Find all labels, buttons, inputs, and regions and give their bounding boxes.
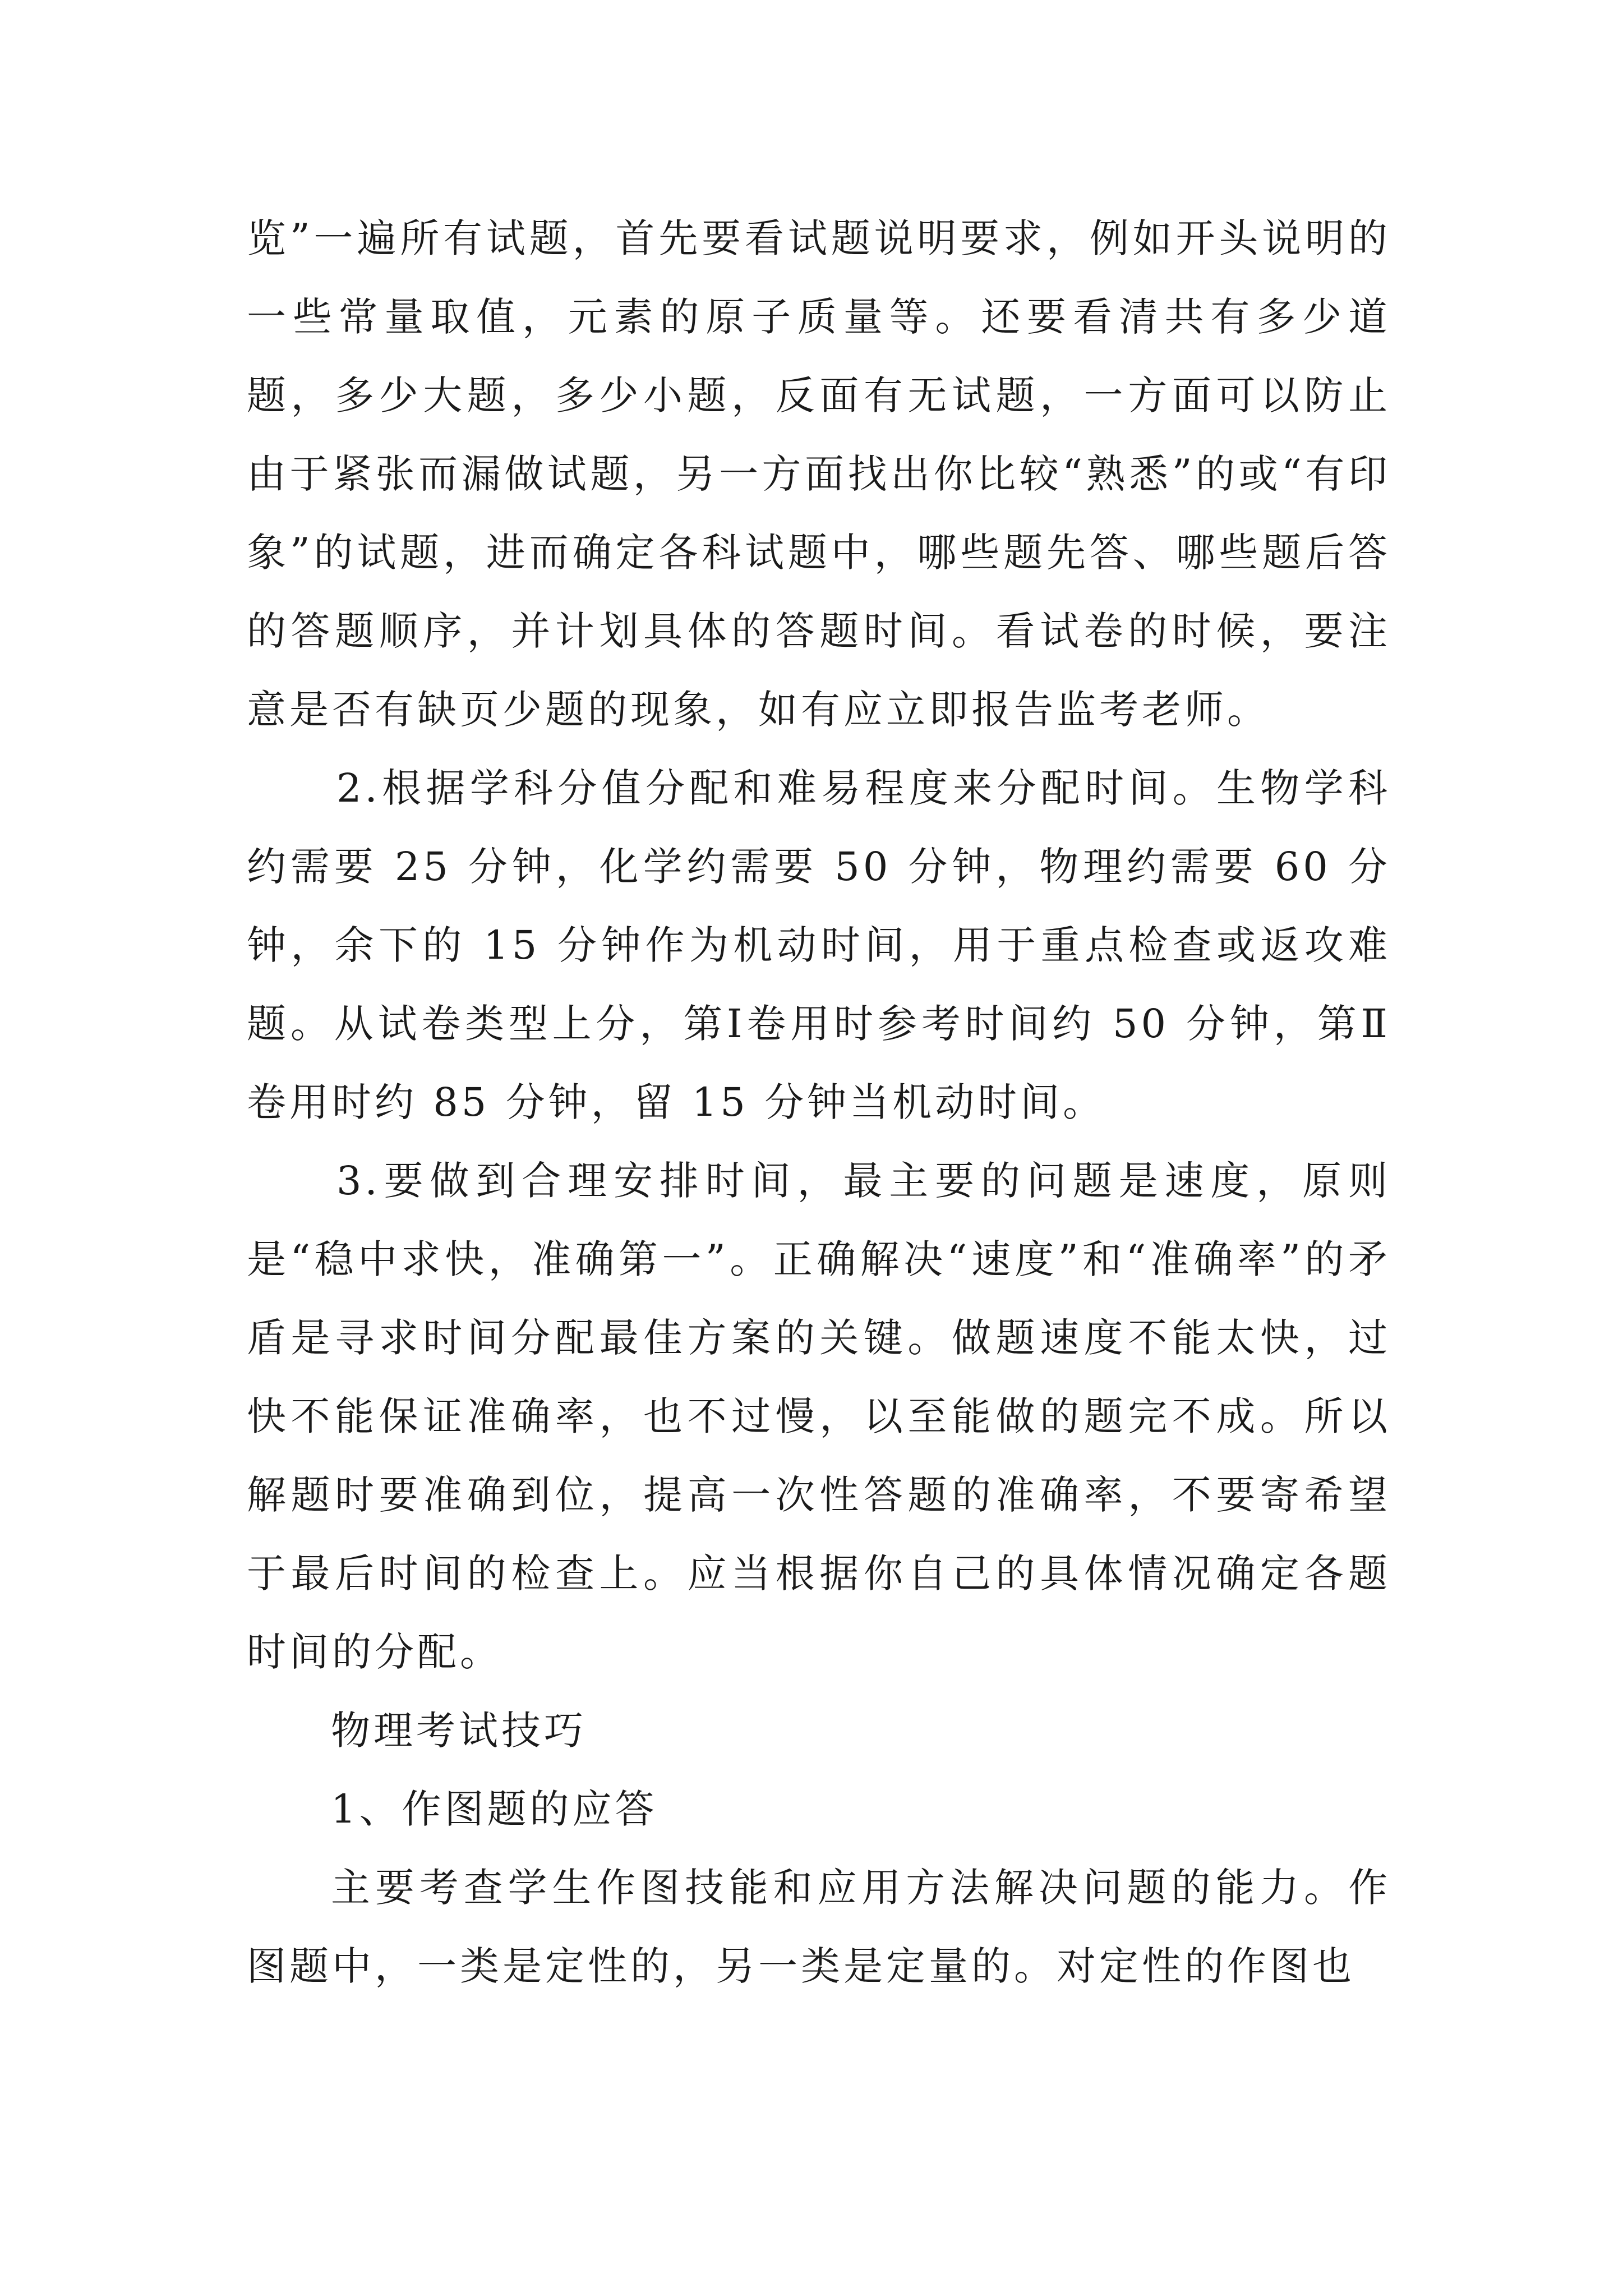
subheading-drawing-questions: 1、作图题的应答 — [331, 1786, 658, 1832]
paragraph-time-allocation: 2.根据学科分值分配和难易程度来分配时间。生物学科约需要 25 分钟，化学约需要 50 分钟，物理约需要 60 分钟，余下的 15 分钟作为机动时间，用于重点检查或返攻难题。从试卷类型上分，第Ⅰ卷用时参考时间约 50 分钟，第Ⅱ卷用时约 85 分钟，留 15 分钟当机动时间。 — [247, 765, 1391, 1125]
paragraph-drawing-questions: 主要考查学生作图技能和应用方法解决问题的能力。作图题中，一类是定性的，另一类是定量的。对定性的作图也 — [247, 1865, 1391, 1989]
section-heading-physics-tips: 物理考试技巧 — [331, 1708, 587, 1754]
paragraph-continuation: 览”一遍所有试题，首先要看试题说明要求，例如开头说明的一些常量取值，元素的原子质量等。还要看清共有多少道题，多少大题，多少小题，反面有无试题，一方面可以防止由于紧张而漏做试题，另一方面找出你比较“熟悉”的或“有印象”的试题，进而确定各科试题中，哪些题先答、哪些题后答的答题顺序，并计划具体的答题时间。看试卷的时候，要注意是否有缺页少题的现象，如有应立即报告监考老师。 — [247, 215, 1391, 733]
paragraph-speed-accuracy: 3.要做到合理安排时间，最主要的问题是速度，原则是“稳中求快，准确第一”。正确解决“速度”和“准确率”的矛盾是寻求时间分配最佳方案的关键。做题速度不能太快，过快不能保证准确率，也不过慢，以至能做的题完不成。所以解题时要准确到位，提高一次性答题的准确率，不要寄希望于最后时间的检查上。应当根据你自己的具体情况确定各题时间的分配。 — [247, 1158, 1391, 1675]
document-body — [247, 199, 1391, 2005]
